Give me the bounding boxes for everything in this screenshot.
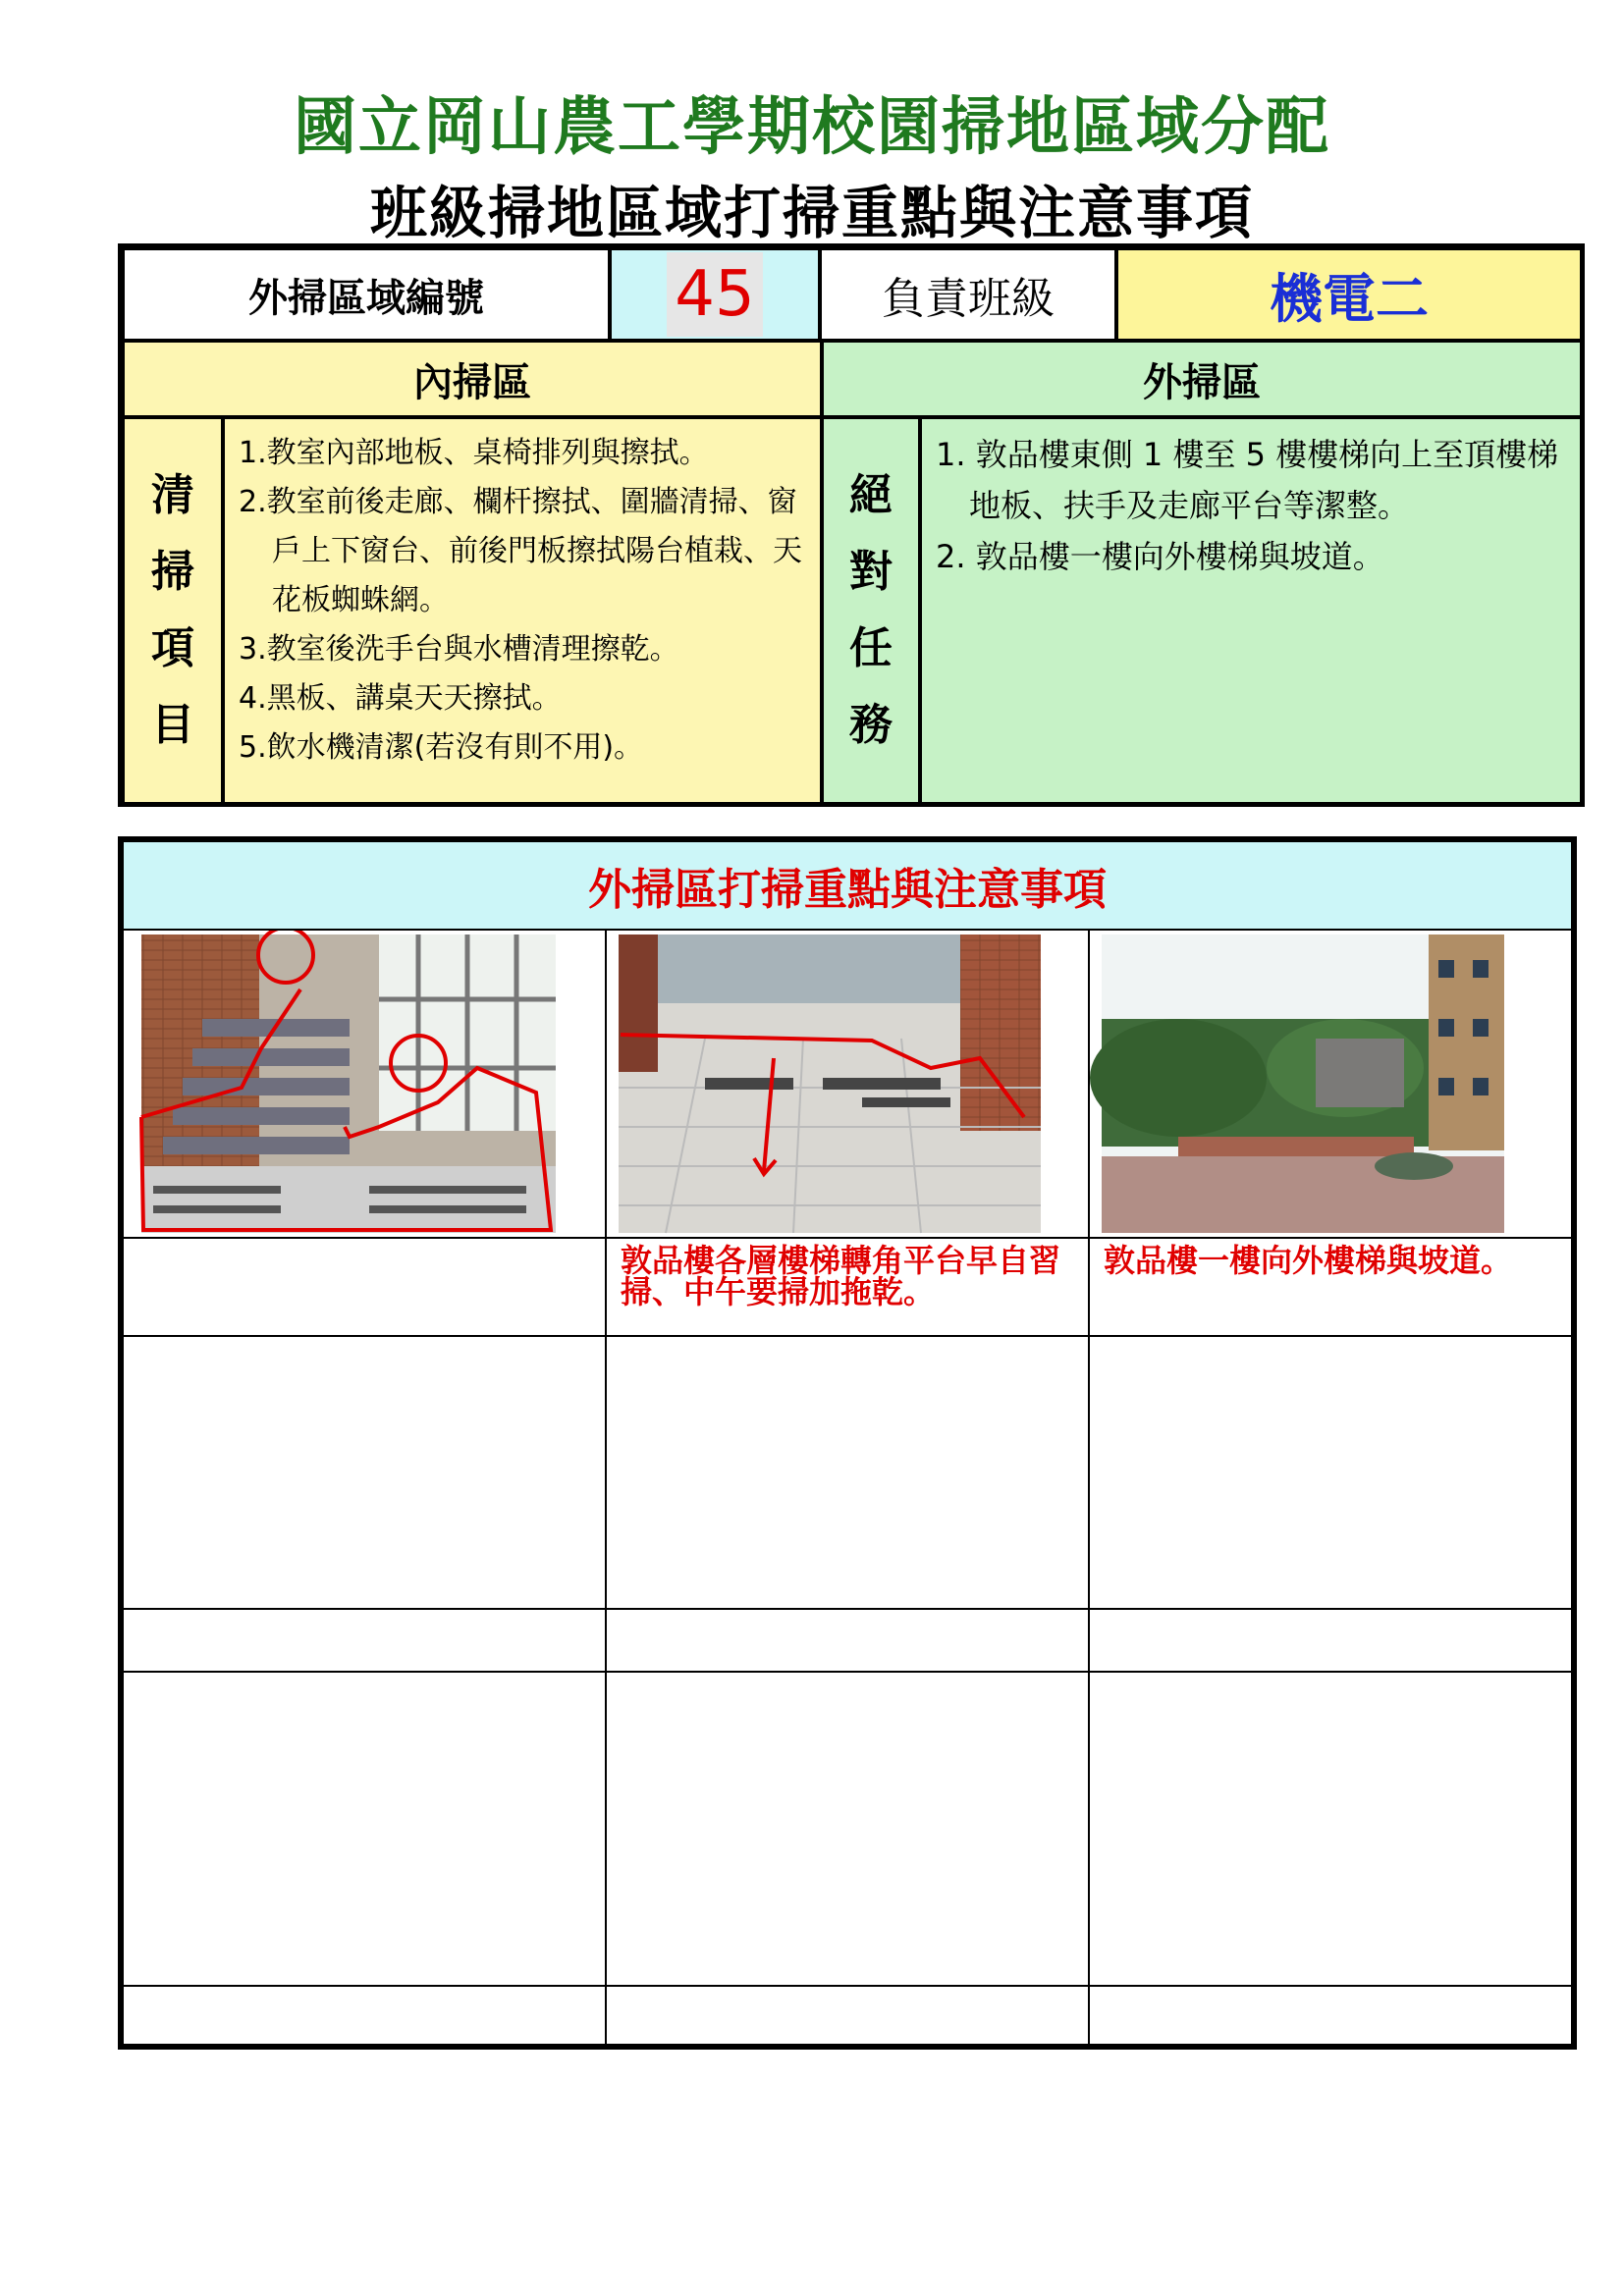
empty-caption-cell — [122, 1608, 607, 1673]
empty-caption-cell — [1088, 1608, 1573, 1673]
caption-cell — [122, 1237, 607, 1337]
caption-cell — [1088, 1237, 1573, 1337]
caption-cell — [605, 1237, 1090, 1337]
stairwell-photo — [124, 931, 605, 1237]
area-number-label: 外掃區域編號 — [122, 247, 611, 342]
side-char: 絕 — [849, 470, 893, 520]
photo-caption — [124, 1239, 605, 1251]
side-char: 清 — [151, 470, 194, 520]
absolute-task-label — [821, 416, 921, 805]
empty-photo-cell — [122, 1335, 607, 1610]
page-title: 國立岡山農工學期校園掃地區域分配 — [294, 91, 1330, 164]
side-char: 項 — [151, 623, 194, 673]
area-number-value: 45 — [667, 252, 762, 337]
empty-caption-cell — [605, 1985, 1090, 2046]
class-label: 負責班級 — [819, 247, 1117, 342]
assignment-table — [118, 243, 1585, 807]
corridor-floor-photo — [607, 931, 1088, 1237]
class-name: 機電二 — [1115, 247, 1583, 342]
side-char: 對 — [849, 547, 893, 597]
notes-table — [118, 836, 1577, 2050]
empty-photo-cell — [605, 1671, 1090, 1987]
empty-photo-cell — [1088, 1671, 1573, 1987]
inner-area-header: 內掃區 — [122, 340, 823, 418]
page-subtitle: 班級掃地區域打掃重點與注意事項 — [369, 180, 1254, 246]
inner-task-list — [222, 416, 823, 805]
side-char: 任 — [849, 623, 893, 673]
side-char: 務 — [849, 700, 893, 750]
photo-caption: 敦品樓各層樓梯轉角平台早自習掃、中午要掃加拖乾。 — [621, 1242, 1061, 1310]
empty-caption-cell — [122, 1985, 607, 2046]
photo-cell — [122, 929, 607, 1239]
list-item: 5.飲水機清潔(若沒有則不用)。 — [239, 730, 644, 765]
cleaning-items-label — [122, 416, 224, 805]
photo-cell — [1088, 929, 1573, 1239]
outdoor-ramp-photo — [1090, 931, 1571, 1237]
notes-title: 外掃區打掃重點與注意事項 — [122, 840, 1573, 931]
empty-photo-cell — [605, 1335, 1090, 1610]
photo-cell — [605, 929, 1090, 1239]
side-char: 掃 — [151, 547, 194, 597]
list-item: 2. 敦品樓一樓向外樓梯與坡道。 — [936, 538, 1384, 575]
side-char: 目 — [151, 700, 194, 750]
outer-task-list — [919, 416, 1583, 805]
empty-caption-cell — [1088, 1985, 1573, 2046]
empty-caption-cell — [605, 1608, 1090, 1673]
list-item: 4.黑板、講桌天天擦拭。 — [239, 681, 562, 716]
list-item: 1. 敦品樓東側 1 樓至 5 樓樓梯向上至頂樓梯地板、扶手及走廊平台等潔整。 — [936, 436, 1559, 524]
photo-caption: 敦品樓一樓向外樓梯與坡道。 — [1104, 1242, 1513, 1279]
empty-photo-cell — [1088, 1335, 1573, 1610]
empty-photo-cell — [122, 1671, 607, 1987]
list-item: 2.教室前後走廊、欄杆擦拭、圍牆清掃、窗戶上下窗台、前後門板擦拭陽台植栽、天花板蜘蛛網。 — [239, 485, 802, 617]
area-number-cell — [609, 247, 821, 342]
list-item: 1.教室內部地板、桌椅排列與擦拭。 — [239, 436, 709, 470]
list-item: 3.教室後洗手台與水槽清理擦乾。 — [239, 632, 679, 667]
outer-area-header: 外掃區 — [821, 340, 1583, 418]
